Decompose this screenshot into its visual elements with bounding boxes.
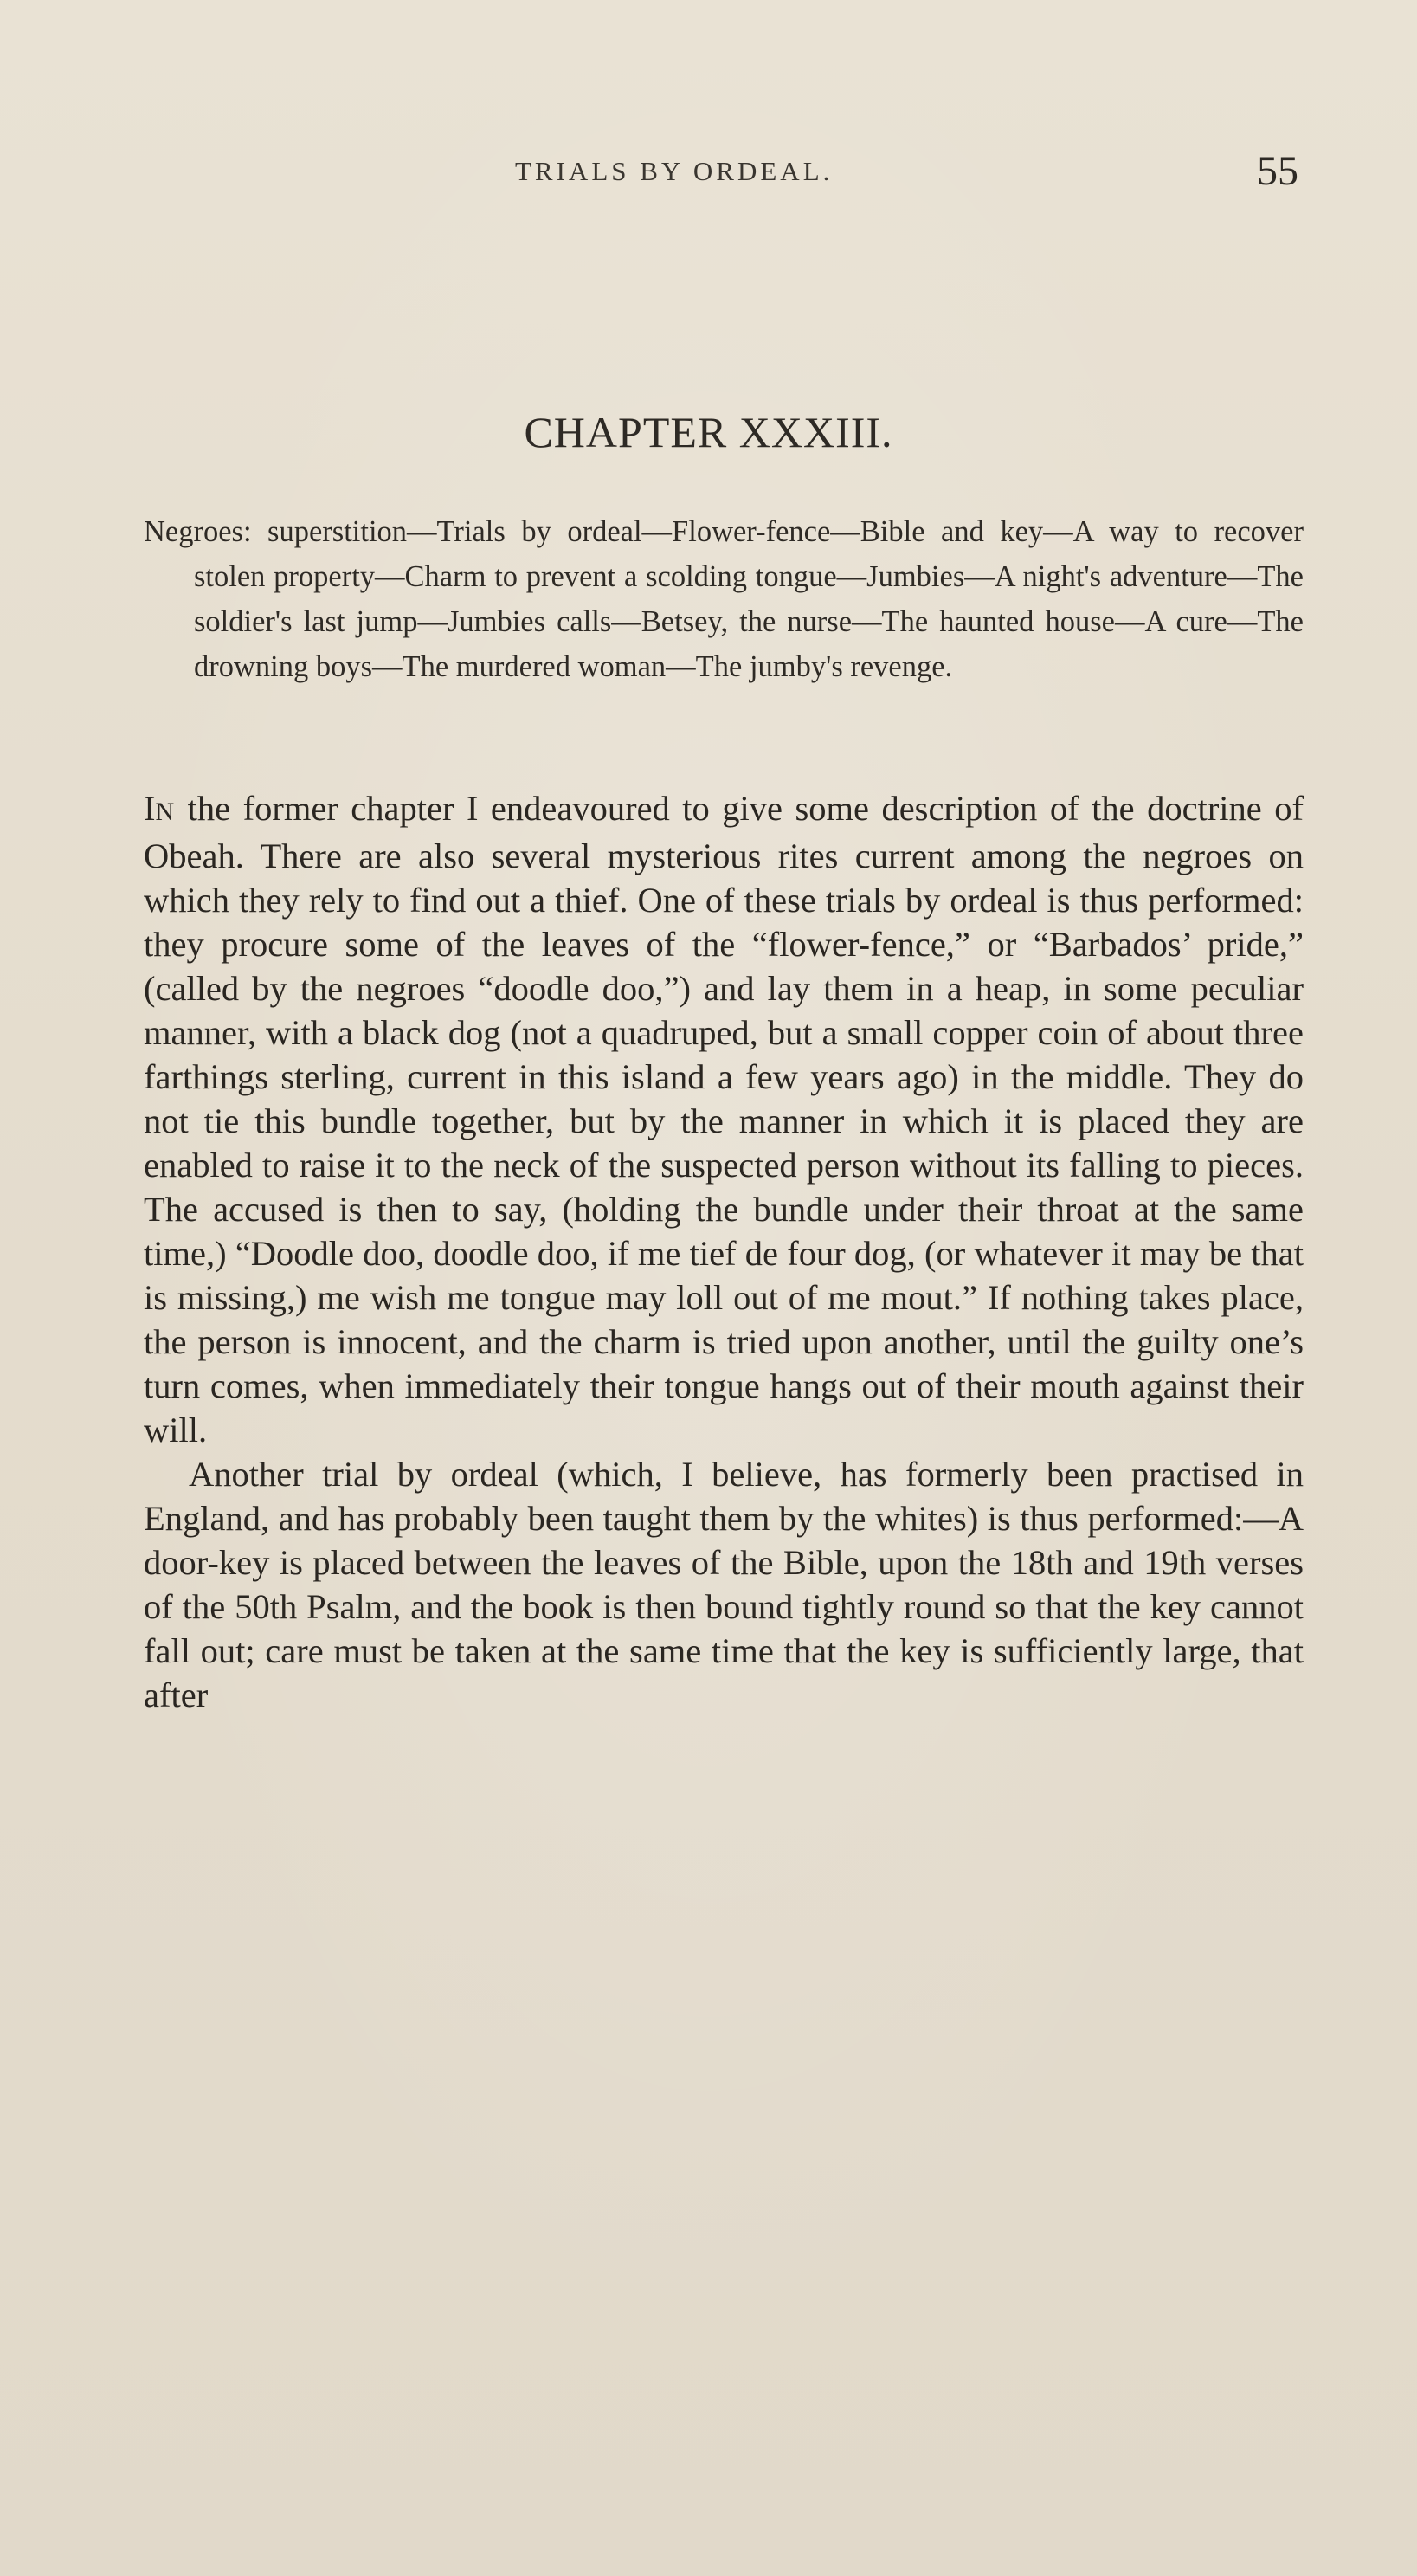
page-number: 55 [1257, 148, 1298, 194]
paragraph-1-text: the former chapter I endeavoured to give some description of the doctrine of Obeah. There are also several mysterious rites current among the negroes on which they rely to find out a thief. One of these trials by ordeal is thus performed: they procure some of the leaves of the “flower-fence,” or “Barbados’ pride,” (called by the negroes “doodle doo,”) and lay them in a heap, in some peculiar manner, with a black dog (not a quadruped, but a small copper coin of about three farthings sterling, current in this island a few years ago) in the middle. They do not tie this bundle together, but by the manner in which it is placed they are enabled to raise it to the neck of the suspected person without its falling to pieces. The accused is then to say, (holding the bundle under their throat at the same time,) “Doodle doo, doodle doo, if me tief de four dog, (or whatever it may be that is missing,) me wish me tongue may loll out of me mout.” If nothing takes place, the person is innocent, and the charm is tried upon another, until the guilty one’s turn comes, when immediately their tongue hangs out of their mouth against their will. [144, 789, 1304, 1449]
paragraph-1-initial: I [144, 789, 156, 828]
chapter-synopsis [144, 509, 1304, 689]
running-title: TRIALS BY ORDEAL. [515, 156, 834, 186]
chapter-title: CHAPTER XXXIII. [524, 408, 893, 456]
paragraph-2: Another trial by ordeal (which, I believe, has formerly been practised in England, and has probably been taught them by the whites) is thus performed:—A door-key is placed between the leaves of the Bible, upon the 18th and 19th verses of the 50th Psalm, and the book is then bound tightly round so that the key cannot fall out; care must be taken at the same time that the key is sufficiently large, that after [144, 1455, 1304, 1714]
paragraph-1 [144, 786, 1304, 1452]
body-text [144, 786, 1304, 1717]
running-header [515, 147, 1298, 199]
paragraph-1-small-caps: N [155, 797, 176, 826]
synopsis-text: Negroes: superstition—Trials by ordeal—Flower-fence—Bible and key—A way to recover stolen property—Charm to prevent a scolding tongue—Jumbies—A night's adventure—The soldier's last jump—Jumbies calls—Betsey, the nurse—The haunted house—A cure—The drowning boys—The murdered woman—The jumby's revenge. [144, 515, 1304, 683]
